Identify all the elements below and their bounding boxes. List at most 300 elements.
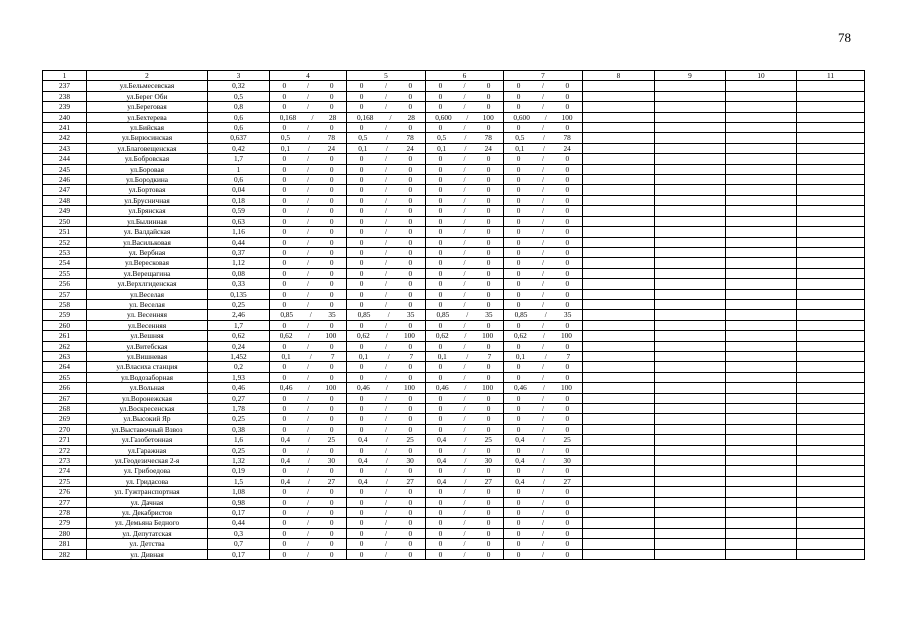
pair-separator: / xyxy=(464,133,467,143)
length-cell: 0,42 xyxy=(208,143,270,153)
row-number-cell: 265 xyxy=(43,372,87,382)
value-pair xyxy=(426,248,503,257)
pair-separator: / xyxy=(385,143,388,153)
table-row xyxy=(43,487,865,497)
table-row xyxy=(43,372,865,382)
pair-second-value: 0 xyxy=(565,508,570,518)
value-pair-cell xyxy=(270,435,347,445)
value-pair xyxy=(270,394,346,403)
pair-separator: / xyxy=(309,351,312,361)
pair-second-value: 78 xyxy=(484,133,492,143)
pair-separator: / xyxy=(307,331,310,341)
street-name-cell: ул.Витебская xyxy=(87,341,208,351)
pair-second-value: 0 xyxy=(408,185,413,195)
value-pair xyxy=(426,310,503,319)
pair-first-value: 0 xyxy=(359,414,364,424)
pair-first-value: 0 xyxy=(516,518,521,528)
value-pair-cell xyxy=(504,154,583,164)
value-pair xyxy=(504,394,582,403)
pair-second-value: 0 xyxy=(565,404,570,413)
pair-first-value: 0 xyxy=(282,487,287,497)
pair-separator: / xyxy=(463,497,466,507)
pair-separator: / xyxy=(306,320,309,330)
pair-separator: / xyxy=(541,195,544,205)
row-number-cell: 269 xyxy=(43,414,87,424)
pair-separator: / xyxy=(384,279,387,289)
value-pair-cell xyxy=(347,341,426,351)
value-pair xyxy=(270,498,346,507)
value-pair-cell xyxy=(426,268,504,278)
value-pair-cell xyxy=(347,362,426,372)
empty-cell xyxy=(655,331,726,341)
empty-cell xyxy=(726,383,797,393)
empty-cell xyxy=(655,476,726,486)
pair-first-value: 0,85 xyxy=(436,310,450,320)
table-row xyxy=(43,237,865,247)
pair-first-value: 0 xyxy=(516,320,521,330)
value-pair-cell xyxy=(347,81,426,91)
empty-cell xyxy=(583,351,655,361)
pair-second-value: 0 xyxy=(565,497,570,507)
value-pair xyxy=(347,290,425,299)
pair-second-value: 100 xyxy=(561,331,572,341)
pair-separator: / xyxy=(306,237,309,247)
pair-separator: / xyxy=(306,466,309,476)
pair-second-value: 0 xyxy=(486,216,491,226)
pair-second-value: 0 xyxy=(329,123,334,133)
value-pair xyxy=(270,487,346,496)
value-pair-cell xyxy=(270,549,347,559)
pair-first-value: 0 xyxy=(438,289,443,299)
value-pair-cell xyxy=(347,175,426,185)
value-pair-cell xyxy=(270,445,347,455)
pair-separator: / xyxy=(463,528,466,538)
empty-cell xyxy=(655,185,726,195)
value-pair xyxy=(504,238,582,247)
value-pair xyxy=(270,290,346,299)
pair-separator: / xyxy=(384,528,387,538)
pair-first-value: 0 xyxy=(359,299,364,309)
pair-first-value: 0,62 xyxy=(279,331,293,341)
street-name-cell: ул.Вересковая xyxy=(87,258,208,268)
pair-separator: / xyxy=(466,310,469,320)
length-cell: 0,17 xyxy=(208,508,270,518)
length-cell: 1,7 xyxy=(208,320,270,330)
value-pair xyxy=(347,165,425,174)
pair-first-value: 0 xyxy=(438,268,443,278)
pair-separator: / xyxy=(464,331,467,341)
pair-separator: / xyxy=(306,258,309,268)
value-pair xyxy=(504,92,582,101)
pair-separator: / xyxy=(307,133,310,143)
value-pair xyxy=(347,206,425,215)
pair-first-value: 0 xyxy=(438,424,443,434)
row-number-cell: 271 xyxy=(43,435,87,445)
pair-first-value: 0 xyxy=(438,185,443,195)
value-pair-cell xyxy=(347,383,426,393)
value-pair xyxy=(504,529,582,538)
pair-first-value: 0,4 xyxy=(437,456,447,466)
empty-cell xyxy=(726,91,797,101)
value-pair-cell xyxy=(270,258,347,268)
value-pair-cell xyxy=(426,216,504,226)
pair-second-value: 0 xyxy=(408,268,413,278)
pair-separator: / xyxy=(542,476,545,486)
empty-cell xyxy=(726,175,797,185)
pair-separator: / xyxy=(384,258,387,268)
empty-cell xyxy=(726,289,797,299)
row-number-cell: 259 xyxy=(43,310,87,320)
length-cell: 1,12 xyxy=(208,258,270,268)
pair-second-value: 0 xyxy=(408,362,413,372)
pair-second-value: 0 xyxy=(408,466,413,476)
value-pair xyxy=(426,196,503,205)
empty-cell xyxy=(726,185,797,195)
value-pair-cell xyxy=(504,351,583,361)
length-cell: 0,98 xyxy=(208,497,270,507)
pair-first-value: 0 xyxy=(516,487,521,497)
pair-second-value: 35 xyxy=(328,310,336,320)
table-row xyxy=(43,320,865,330)
empty-cell xyxy=(797,445,865,455)
pair-first-value: 0,46 xyxy=(435,383,449,393)
value-pair xyxy=(504,352,582,361)
pair-second-value: 0 xyxy=(408,549,413,559)
pair-second-value: 0 xyxy=(408,216,413,226)
pair-first-value: 0,85 xyxy=(280,310,294,320)
pair-second-value: 100 xyxy=(561,112,573,122)
pair-separator: / xyxy=(384,102,387,112)
street-name-cell: ул.Бобровская xyxy=(87,154,208,164)
pair-first-value: 0 xyxy=(516,216,521,226)
empty-cell xyxy=(726,299,797,309)
pair-second-value: 100 xyxy=(561,383,572,393)
empty-cell xyxy=(655,175,726,185)
street-name-cell: ул.Вольная xyxy=(87,383,208,393)
empty-cell xyxy=(797,81,865,91)
pair-first-value: 0 xyxy=(359,154,364,164)
empty-cell xyxy=(583,216,655,226)
table-row xyxy=(43,445,865,455)
pair-first-value: 0,5 xyxy=(437,133,447,143)
pair-separator: / xyxy=(306,487,309,497)
empty-cell xyxy=(797,549,865,559)
pair-separator: / xyxy=(306,508,309,518)
empty-cell xyxy=(655,237,726,247)
value-pair-cell xyxy=(504,341,583,351)
value-pair-cell xyxy=(504,466,583,476)
pair-separator: / xyxy=(541,268,544,278)
pair-first-value: 0 xyxy=(516,508,521,518)
value-pair-cell xyxy=(426,518,504,528)
value-pair-cell xyxy=(347,123,426,133)
pair-separator: / xyxy=(311,112,314,122)
pair-separator: / xyxy=(306,424,309,434)
length-cell: 0,44 xyxy=(208,237,270,247)
empty-cell xyxy=(726,508,797,518)
value-pair-cell xyxy=(426,258,504,268)
street-name-cell: ул.Газобетонная xyxy=(87,435,208,445)
value-pair xyxy=(347,258,425,267)
pair-second-value: 35 xyxy=(564,310,572,320)
pair-separator: / xyxy=(541,487,544,497)
value-pair-cell xyxy=(426,289,504,299)
pair-second-value: 0 xyxy=(329,393,334,403)
table-row xyxy=(43,195,865,205)
table-row xyxy=(43,279,865,289)
empty-cell xyxy=(797,414,865,424)
value-pair xyxy=(347,154,425,163)
pair-first-value: 0 xyxy=(516,299,521,309)
value-pair xyxy=(347,383,425,392)
empty-cell xyxy=(583,497,655,507)
pair-second-value: 0 xyxy=(329,414,334,424)
pair-second-value: 0 xyxy=(486,164,491,174)
pair-separator: / xyxy=(306,393,309,403)
empty-cell xyxy=(797,539,865,549)
pair-second-value: 0 xyxy=(565,237,570,247)
length-cell: 0,38 xyxy=(208,424,270,434)
pair-second-value: 0 xyxy=(329,227,334,237)
pair-separator: / xyxy=(306,414,309,424)
value-pair xyxy=(347,373,425,382)
pair-first-value: 0 xyxy=(282,299,287,309)
value-pair-cell xyxy=(426,310,504,320)
value-pair-cell xyxy=(270,414,347,424)
row-number-cell: 251 xyxy=(43,227,87,237)
pair-separator: / xyxy=(541,320,544,330)
value-pair xyxy=(426,414,503,423)
value-pair-cell xyxy=(426,456,504,466)
row-number-cell: 256 xyxy=(43,279,87,289)
pair-separator: / xyxy=(306,289,309,299)
value-pair-cell xyxy=(504,476,583,486)
pair-separator: / xyxy=(384,445,387,455)
length-cell: 0,637 xyxy=(208,133,270,143)
length-cell: 1,6 xyxy=(208,435,270,445)
value-pair-cell xyxy=(347,424,426,434)
value-pair xyxy=(504,290,582,299)
value-pair xyxy=(426,102,503,111)
pair-second-value: 0 xyxy=(486,237,491,247)
pair-first-value: 0 xyxy=(282,341,287,351)
pair-separator: / xyxy=(306,372,309,382)
length-cell: 0,17 xyxy=(208,549,270,559)
value-pair xyxy=(347,404,425,413)
pair-separator: / xyxy=(544,310,547,320)
value-pair-cell xyxy=(504,195,583,205)
pair-second-value: 35 xyxy=(485,310,493,320)
empty-cell xyxy=(583,143,655,153)
empty-cell xyxy=(726,549,797,559)
pair-second-value: 100 xyxy=(404,331,415,341)
empty-cell xyxy=(797,435,865,445)
empty-cell xyxy=(655,362,726,372)
pair-separator: / xyxy=(463,206,466,216)
empty-cell xyxy=(583,102,655,112)
value-pair-cell xyxy=(270,310,347,320)
pair-separator: / xyxy=(306,164,309,174)
empty-cell xyxy=(655,123,726,133)
pair-first-value: 0 xyxy=(516,445,521,455)
table-row xyxy=(43,289,865,299)
pair-separator: / xyxy=(306,362,309,372)
street-name-cell: ул.Весенняя xyxy=(87,320,208,330)
street-name-cell: ул.Выставочный Взвоз xyxy=(87,424,208,434)
value-pair-cell xyxy=(347,518,426,528)
pair-first-value: 0 xyxy=(516,268,521,278)
pair-second-value: 0 xyxy=(329,362,334,372)
pair-first-value: 0 xyxy=(282,289,287,299)
length-cell: 0,62 xyxy=(208,331,270,341)
value-pair xyxy=(426,185,503,194)
pair-first-value: 0 xyxy=(438,81,443,91)
pair-first-value: 0 xyxy=(438,164,443,174)
pair-first-value: 0 xyxy=(359,445,364,455)
length-cell: 0,63 xyxy=(208,216,270,226)
value-pair-cell xyxy=(347,549,426,559)
value-pair-cell xyxy=(270,102,347,112)
value-pair-cell xyxy=(426,351,504,361)
value-pair xyxy=(426,321,503,330)
pair-second-value: 0 xyxy=(408,247,413,257)
value-pair-cell xyxy=(270,362,347,372)
pair-second-value: 0 xyxy=(408,372,413,382)
empty-cell xyxy=(583,154,655,164)
value-pair xyxy=(270,352,346,361)
empty-cell xyxy=(655,424,726,434)
row-number-cell: 273 xyxy=(43,456,87,466)
empty-cell xyxy=(726,404,797,414)
value-pair xyxy=(426,362,503,371)
pair-second-value: 0 xyxy=(329,258,334,268)
pair-first-value: 0 xyxy=(438,414,443,424)
empty-cell xyxy=(797,383,865,393)
value-pair xyxy=(426,466,503,475)
pair-first-value: 0 xyxy=(359,508,364,518)
pair-second-value: 0 xyxy=(408,289,413,299)
pair-separator: / xyxy=(541,341,544,351)
pair-separator: / xyxy=(385,331,388,341)
value-pair-cell xyxy=(504,435,583,445)
value-pair xyxy=(504,154,582,163)
pair-first-value: 0,4 xyxy=(280,476,291,486)
value-pair xyxy=(504,144,582,153)
pair-second-value: 7 xyxy=(566,351,571,361)
value-pair xyxy=(504,498,582,507)
row-number-cell: 262 xyxy=(43,341,87,351)
pair-first-value: 0 xyxy=(516,424,521,434)
pair-first-value: 0 xyxy=(438,123,443,133)
pair-first-value: 0 xyxy=(438,258,443,268)
value-pair xyxy=(426,123,503,132)
value-pair xyxy=(426,238,503,247)
pair-second-value: 0 xyxy=(486,91,491,101)
pair-second-value: 0 xyxy=(486,102,491,112)
pair-second-value: 0 xyxy=(408,164,413,174)
value-pair-cell xyxy=(504,320,583,330)
value-pair xyxy=(504,477,582,486)
length-cell: 1,93 xyxy=(208,372,270,382)
value-pair-cell xyxy=(504,91,583,101)
header-cell: 11 xyxy=(797,71,865,81)
pair-first-value: 0,4 xyxy=(437,476,447,486)
pair-separator: / xyxy=(306,91,309,101)
street-name-cell: ул. Валдайская xyxy=(87,227,208,237)
value-pair-cell xyxy=(270,508,347,518)
pair-second-value: 0 xyxy=(486,424,491,434)
pair-second-value: 0 xyxy=(486,268,491,278)
pair-separator: / xyxy=(384,518,387,528)
pair-first-value: 0 xyxy=(516,237,521,247)
empty-cell xyxy=(726,123,797,133)
pair-separator: / xyxy=(463,424,466,434)
pair-first-value: 0,85 xyxy=(357,310,371,320)
pair-separator: / xyxy=(463,445,466,455)
pair-first-value: 0,1 xyxy=(437,351,447,361)
value-pair xyxy=(504,310,582,319)
row-number-cell: 238 xyxy=(43,91,87,101)
pair-first-value: 0 xyxy=(282,362,287,372)
empty-cell xyxy=(583,237,655,247)
value-pair xyxy=(270,539,346,548)
pair-first-value: 0 xyxy=(516,539,521,549)
value-pair xyxy=(426,539,503,548)
value-pair-cell xyxy=(347,487,426,497)
value-pair-cell xyxy=(426,195,504,205)
empty-cell xyxy=(583,393,655,403)
value-pair-cell xyxy=(270,320,347,330)
pair-second-value: 0 xyxy=(408,81,413,91)
value-pair xyxy=(270,206,346,215)
street-name-cell: ул. Веселая xyxy=(87,299,208,309)
value-pair-cell xyxy=(347,393,426,403)
street-name-cell: ул.Бийская xyxy=(87,123,208,133)
empty-cell xyxy=(797,175,865,185)
pair-second-value: 25 xyxy=(484,435,492,445)
value-pair xyxy=(426,92,503,101)
empty-cell xyxy=(797,258,865,268)
pair-first-value: 0,1 xyxy=(281,351,291,361)
value-pair xyxy=(504,456,582,465)
table-row xyxy=(43,175,865,185)
value-pair-cell xyxy=(270,341,347,351)
empty-cell xyxy=(655,528,726,538)
value-pair-cell xyxy=(504,268,583,278)
pair-first-value: 0 xyxy=(359,195,364,205)
table-row xyxy=(43,258,865,268)
value-pair xyxy=(426,113,503,122)
pair-first-value: 0 xyxy=(438,195,443,205)
pair-second-value: 0 xyxy=(565,175,570,185)
pair-separator: / xyxy=(384,393,387,403)
table-row xyxy=(43,247,865,257)
pair-second-value: 0 xyxy=(565,91,570,101)
pair-second-value: 24 xyxy=(406,143,414,153)
value-pair-cell xyxy=(504,216,583,226)
value-pair-cell xyxy=(426,476,504,486)
length-cell: 0,8 xyxy=(208,102,270,112)
pair-second-value: 0 xyxy=(329,185,334,195)
pair-second-value: 0 xyxy=(408,393,413,403)
pair-first-value: 0 xyxy=(282,123,287,133)
value-pair-cell xyxy=(347,331,426,341)
pair-separator: / xyxy=(463,466,466,476)
empty-cell xyxy=(583,206,655,216)
empty-cell xyxy=(583,258,655,268)
pair-first-value: 0,4 xyxy=(437,435,447,445)
value-pair xyxy=(270,175,346,184)
